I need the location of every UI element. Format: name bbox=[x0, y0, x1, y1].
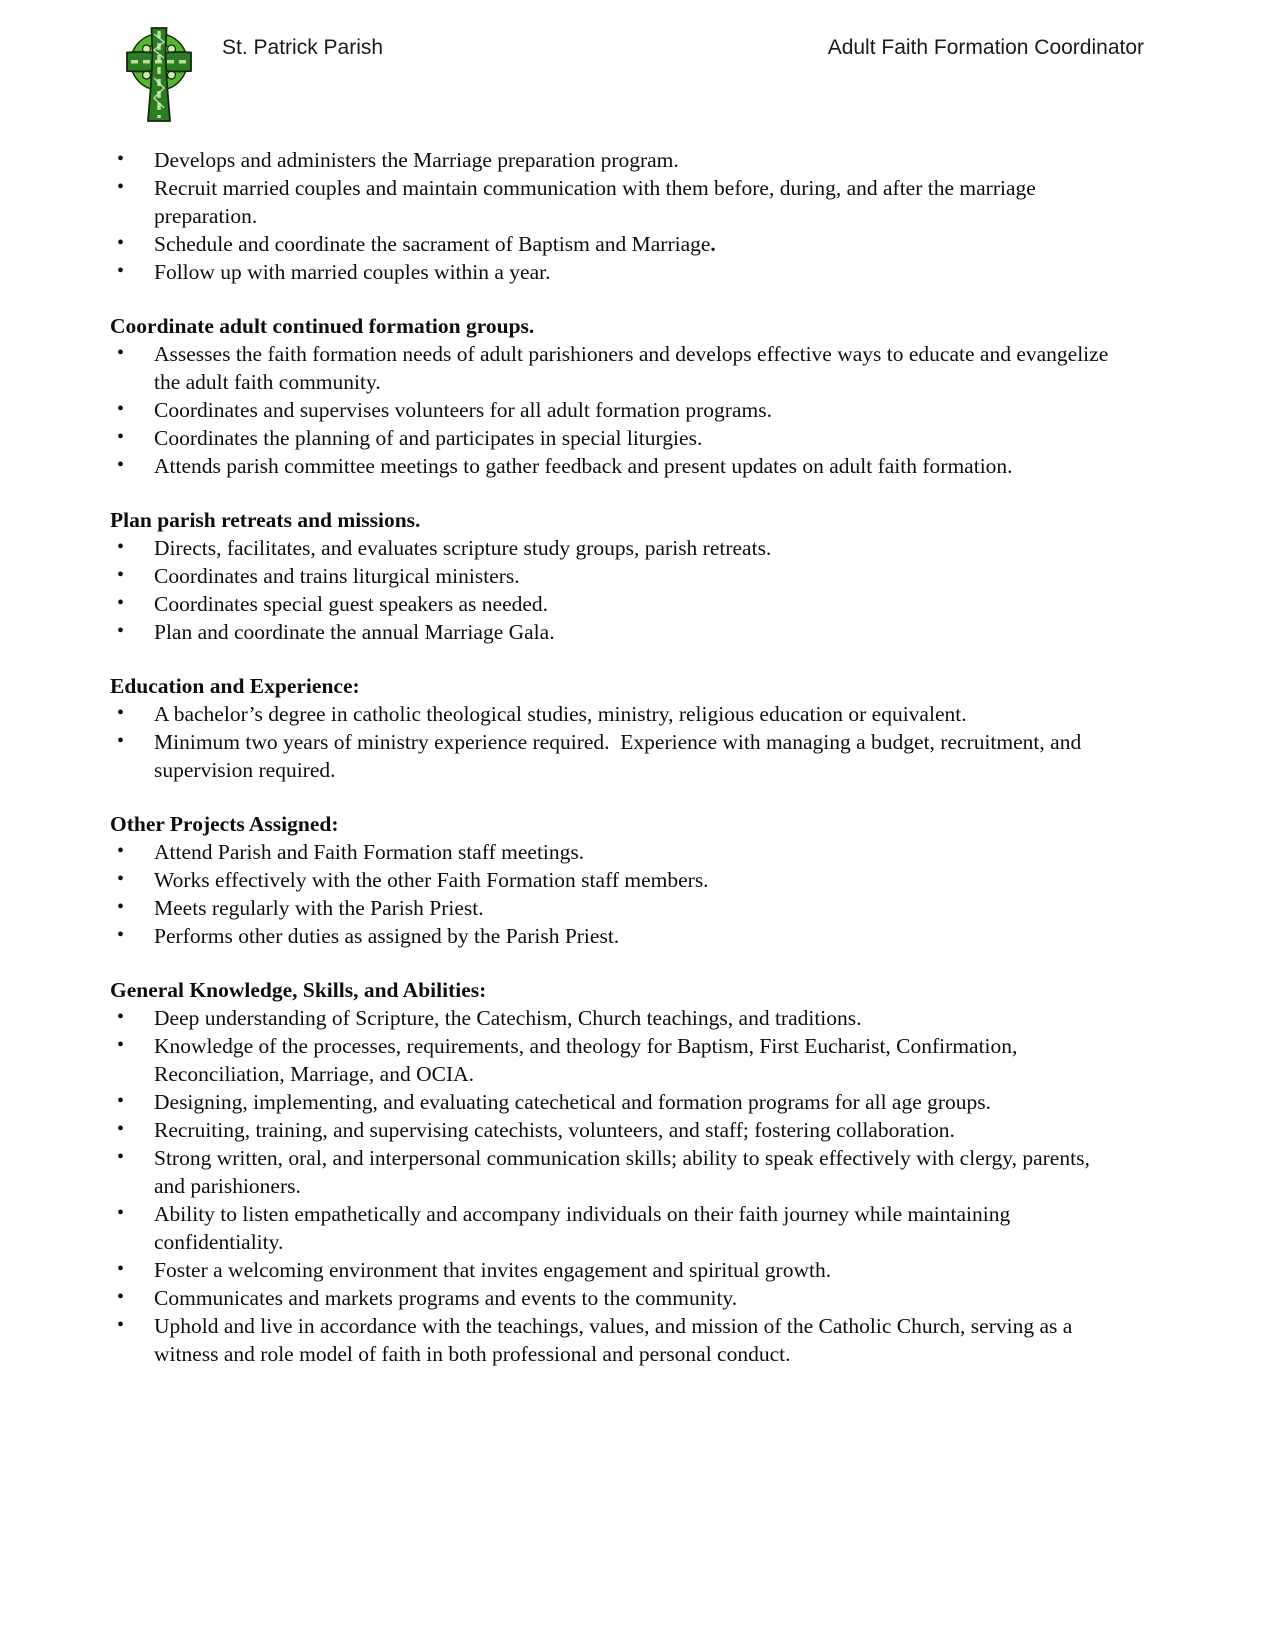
section-education-experience bbox=[110, 672, 1112, 784]
bullet-icon: • bbox=[117, 840, 125, 862]
bullet-icon: • bbox=[117, 1286, 125, 1308]
list-item bbox=[110, 728, 1112, 784]
list-item bbox=[110, 618, 1112, 646]
bullet-icon: • bbox=[117, 896, 125, 918]
list-item-text: Performs other duties as assigned by the Parish Priest. bbox=[154, 924, 620, 948]
list-item-text: Attend Parish and Faith Formation staff meetings. bbox=[154, 840, 585, 864]
section-other-projects bbox=[110, 810, 1112, 950]
list-item-text: Develops and administers the Marriage preparation program. bbox=[154, 148, 679, 172]
list-item-text: Coordinates and supervises volunteers for all adult formation programs. bbox=[154, 398, 772, 422]
list-item-text: Plan and coordinate the annual Marriage Gala. bbox=[154, 620, 555, 644]
list-item-text: Deep understanding of Scripture, the Catechism, Church teachings, and traditions. bbox=[154, 1006, 862, 1030]
section-knowledge-skills bbox=[110, 976, 1112, 1368]
bullet-icon: • bbox=[117, 702, 125, 724]
section-marriage-duties bbox=[110, 146, 1112, 286]
list-item bbox=[110, 174, 1112, 230]
list-item bbox=[110, 838, 1112, 866]
list-item-text: Coordinates and trains liturgical ministers. bbox=[154, 564, 520, 588]
bullet-list bbox=[110, 838, 1112, 950]
bullet-icon: • bbox=[117, 1146, 125, 1168]
bullet-icon: • bbox=[117, 1314, 125, 1336]
bullet-list bbox=[110, 700, 1112, 784]
document-body bbox=[110, 146, 1112, 1368]
bullet-icon: • bbox=[117, 398, 125, 420]
list-item bbox=[110, 452, 1112, 480]
bullet-list bbox=[110, 340, 1112, 480]
section-retreats-missions bbox=[110, 506, 1112, 646]
bullet-icon: • bbox=[117, 868, 125, 890]
list-item bbox=[110, 424, 1112, 452]
list-item bbox=[110, 258, 1112, 286]
list-item bbox=[110, 1032, 1112, 1088]
bullet-list bbox=[110, 146, 1112, 286]
list-item bbox=[110, 1200, 1112, 1256]
bullet-icon: • bbox=[117, 1034, 125, 1056]
list-item bbox=[110, 146, 1112, 174]
list-item-text: Meets regularly with the Parish Priest. bbox=[154, 896, 484, 920]
list-item-text: Ability to listen empathetically and accompany individuals on their faith journey while maintaining confidentiality. bbox=[154, 1202, 1016, 1254]
bullet-icon: • bbox=[117, 1258, 125, 1280]
list-item-text: Designing, implementing, and evaluating catechetical and formation programs for all age groups. bbox=[154, 1090, 992, 1114]
list-item-text: Directs, facilitates, and evaluates scripture study groups, parish retreats. bbox=[154, 536, 772, 560]
list-item-text: A bachelor’s degree in catholic theological studies, ministry, religious education or equivalent. bbox=[154, 702, 967, 726]
bullet-icon: • bbox=[117, 1118, 125, 1140]
bullet-icon: • bbox=[117, 342, 125, 364]
bullet-icon: • bbox=[117, 454, 125, 476]
header-parish-name: St. Patrick Parish bbox=[222, 36, 384, 59]
bullet-list bbox=[110, 534, 1112, 646]
bullet-list bbox=[110, 1004, 1112, 1368]
list-item-text: Communicates and markets programs and events to the community. bbox=[154, 1286, 738, 1310]
list-item bbox=[110, 922, 1112, 950]
list-item bbox=[110, 534, 1112, 562]
section-heading: Education and Experience: bbox=[110, 674, 360, 698]
list-item-text: Coordinates the planning of and participates in special liturgies. bbox=[154, 426, 703, 450]
list-item bbox=[110, 340, 1112, 396]
bullet-icon: • bbox=[117, 1202, 125, 1224]
bullet-icon: • bbox=[117, 260, 125, 282]
bullet-icon: • bbox=[117, 176, 125, 198]
list-item-text: Follow up with married couples within a year. bbox=[154, 260, 551, 284]
bullet-icon: • bbox=[117, 232, 125, 254]
list-item bbox=[110, 866, 1112, 894]
celtic-cross-logo bbox=[121, 26, 197, 123]
list-item bbox=[110, 1284, 1112, 1312]
list-item bbox=[110, 1004, 1112, 1032]
section-heading: Coordinate adult continued formation groups. bbox=[110, 314, 535, 338]
list-item bbox=[110, 590, 1112, 618]
section-heading: Plan parish retreats and missions. bbox=[110, 508, 421, 532]
bullet-icon: • bbox=[117, 620, 125, 642]
bullet-icon: • bbox=[117, 426, 125, 448]
list-item-text: Recruiting, training, and supervising catechists, volunteers, and staff; fostering collaboration. bbox=[154, 1118, 955, 1142]
bullet-icon: • bbox=[117, 148, 125, 170]
list-item-bold-suffix: . bbox=[710, 232, 716, 256]
list-item bbox=[110, 1312, 1112, 1368]
bullet-icon: • bbox=[117, 1006, 125, 1028]
section-heading: Other Projects Assigned: bbox=[110, 812, 339, 836]
list-item bbox=[110, 396, 1112, 424]
list-item-text: Coordinates special guest speakers as needed. bbox=[154, 592, 549, 616]
celtic-cross-icon bbox=[121, 26, 197, 123]
list-item-text: Works effectively with the other Faith Formation staff members. bbox=[154, 868, 709, 892]
bullet-icon: • bbox=[117, 536, 125, 558]
section-adult-formation bbox=[110, 312, 1112, 480]
list-item-text: Strong written, oral, and interpersonal communication skills; ability to speak effectively with clergy, parents, and parishioners. bbox=[154, 1146, 1096, 1198]
list-item bbox=[110, 1088, 1112, 1116]
list-item-text: Minimum two years of ministry experience required. Experience with managing a budget, recruitment, and supervision required. bbox=[154, 730, 1087, 782]
section-heading: General Knowledge, Skills, and Abilities: bbox=[110, 978, 487, 1002]
list-item bbox=[110, 1144, 1112, 1200]
list-item-text: Knowledge of the processes, requirements, and theology for Baptism, First Eucharist, Confirmation, Reconciliation, Marriage, and OCIA. bbox=[154, 1034, 1023, 1086]
bullet-icon: • bbox=[117, 924, 125, 946]
list-item-text: Assesses the faith formation needs of adult parishioners and develops effective ways to educate and evangelize the adult faith community. bbox=[154, 342, 1114, 394]
list-item bbox=[110, 230, 1112, 258]
list-item-text: Schedule and coordinate the sacrament of Baptism and Marriage bbox=[154, 232, 711, 256]
bullet-icon: • bbox=[117, 564, 125, 586]
list-item-text: Uphold and live in accordance with the teachings, values, and mission of the Catholic Church, serving as a witness and role model of faith in both professional and personal conduct. bbox=[154, 1314, 1078, 1366]
list-item bbox=[110, 1116, 1112, 1144]
bullet-icon: • bbox=[117, 1090, 125, 1112]
list-item bbox=[110, 700, 1112, 728]
list-item bbox=[110, 894, 1112, 922]
header-job-title: Adult Faith Formation Coordinator bbox=[827, 36, 1144, 59]
list-item bbox=[110, 1256, 1112, 1284]
list-item-text: Recruit married couples and maintain communication with them before, during, and after the marriage preparation. bbox=[154, 176, 1042, 228]
list-item-text: Attends parish committee meetings to gather feedback and present updates on adult faith formation. bbox=[154, 454, 1013, 478]
list-item bbox=[110, 562, 1112, 590]
list-item-text: Foster a welcoming environment that invites engagement and spiritual growth. bbox=[154, 1258, 832, 1282]
bullet-icon: • bbox=[117, 592, 125, 614]
bullet-icon: • bbox=[117, 730, 125, 752]
